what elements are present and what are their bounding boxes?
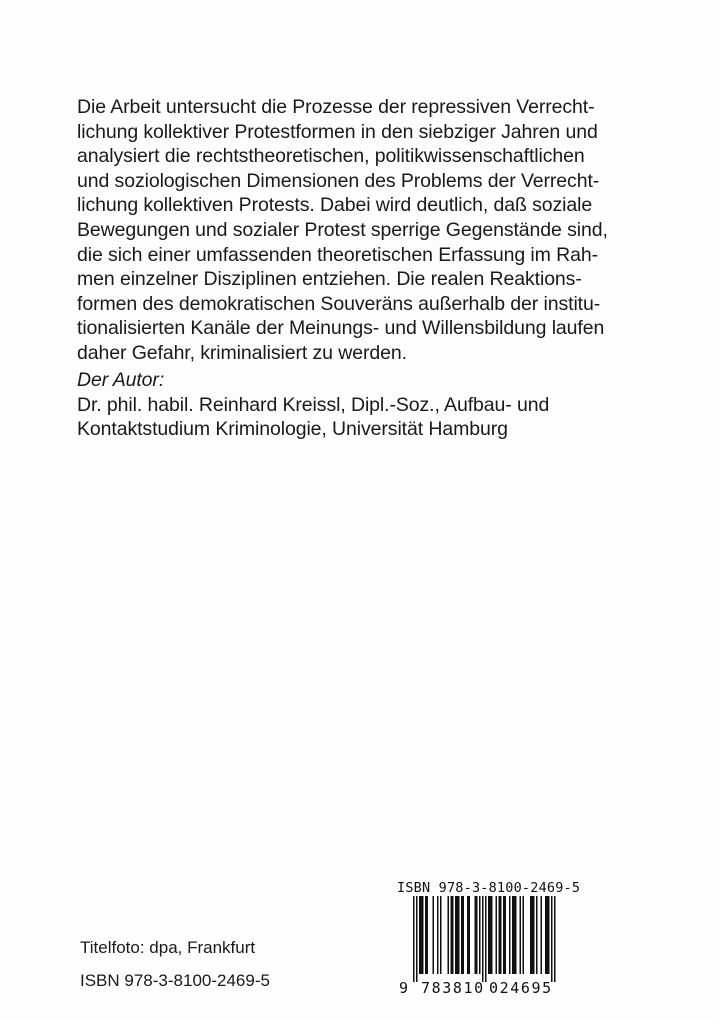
barcode-bar — [451, 896, 453, 974]
photo-credit: Titelfoto: dpa, Frankfurt — [80, 938, 256, 957]
barcode-bar — [485, 896, 487, 982]
abstract-line: formen des demokratischen Souveräns außerhalb der institu- — [77, 292, 601, 315]
barcode-bar — [452, 896, 454, 974]
barcode-digits-left: 783810 — [421, 979, 485, 996]
author-line: Dr. phil. habil. Reinhard Kreissl, Dipl.-Soz., Aufbau- und — [77, 393, 550, 416]
barcode-bar — [422, 896, 424, 974]
barcode-bar — [514, 896, 516, 974]
barcode-bar — [479, 896, 481, 974]
barcode-bar — [437, 896, 439, 974]
barcode-bars — [393, 894, 563, 996]
abstract-line: daher Gefahr, kriminalisiert zu werden. — [77, 341, 407, 364]
barcode-bar — [469, 896, 471, 974]
barcode-bar — [554, 896, 556, 982]
barcode-bar — [433, 896, 435, 974]
barcode-bar — [505, 896, 507, 974]
barcode-bar — [520, 896, 522, 974]
barcode-bar — [515, 896, 517, 974]
barcode-bar — [475, 896, 477, 974]
barcode-bar — [512, 896, 514, 974]
barcode-bar — [530, 896, 532, 974]
barcode-bar — [541, 896, 543, 974]
barcode-bar — [458, 896, 460, 974]
abstract-line: Die Arbeit untersucht die Prozesse der repressiven Verrecht- — [77, 96, 595, 118]
abstract-line: lichung kollektiven Protests. Dabei wird deutlich, daß soziale — [77, 194, 593, 217]
barcode-bar — [551, 896, 553, 982]
barcode-bar — [523, 896, 525, 974]
barcode-bar — [440, 896, 442, 974]
barcode-digits-right: 024695 — [489, 979, 553, 996]
barcode-bar — [490, 896, 492, 974]
barcode-bar — [461, 896, 463, 974]
barcode-bar — [463, 896, 465, 974]
barcode-bar — [500, 896, 502, 974]
barcode-bar — [448, 896, 450, 974]
barcode-bar — [482, 896, 484, 982]
barcode-bar — [499, 896, 501, 974]
barcode-bar — [503, 896, 505, 974]
abstract-text — [77, 95, 647, 366]
barcode-bar — [457, 896, 459, 974]
author-heading: Der Autor: — [77, 369, 165, 391]
barcode-bar — [416, 896, 418, 982]
barcode-bar — [547, 896, 549, 974]
abstract-line: Bewegungen und sozialer Protest sperrige Gegenstände sind, — [77, 218, 608, 241]
barcode-bar — [496, 896, 498, 974]
barcode-bar — [419, 896, 421, 974]
barcode-bar — [509, 896, 511, 974]
isbn-text: ISBN 978-3-8100-2469-5 — [80, 971, 270, 990]
barcode-bar — [533, 896, 535, 974]
barcode-bar — [467, 896, 469, 974]
barcode-bar — [548, 896, 550, 974]
barcode — [393, 876, 581, 996]
author-line: Kontaktstudium Kriminologie, Universität Hamburg — [77, 418, 508, 441]
barcode-isbn-label: ISBN 978-3-8100-2469-5 — [397, 880, 581, 896]
barcode-bar — [413, 896, 415, 982]
barcode-digit-first: 9 — [399, 979, 409, 996]
abstract-line: und soziologischen Dimensionen des Problems der Verrecht- — [77, 169, 600, 192]
abstract-line: die sich einer umfassenden theoretischen Erfassung im Rah- — [77, 243, 598, 266]
abstract-line: lichung kollektiver Protestformen in den siebziger Jahren und — [77, 120, 598, 143]
barcode-bar — [536, 896, 538, 974]
abstract-line: tionalisierten Kanäle der Meinungs- und Willensbildung laufen — [77, 317, 605, 340]
barcode-bar — [532, 896, 534, 974]
barcode-bar — [491, 896, 493, 974]
barcode-bar — [545, 896, 547, 974]
barcode-bar — [425, 896, 427, 974]
abstract-line: analysiert die rechtstheoretischen, politikwissenschaftlichen — [77, 145, 585, 168]
abstract-line: men einzelner Disziplinen entziehen. Die realen Reaktions- — [77, 268, 582, 291]
barcode-bar — [476, 896, 478, 974]
author-info — [77, 368, 657, 442]
barcode-bar — [488, 896, 490, 974]
barcode-bar — [427, 896, 429, 974]
barcode-bar — [455, 896, 457, 974]
barcode-bar — [421, 896, 423, 974]
